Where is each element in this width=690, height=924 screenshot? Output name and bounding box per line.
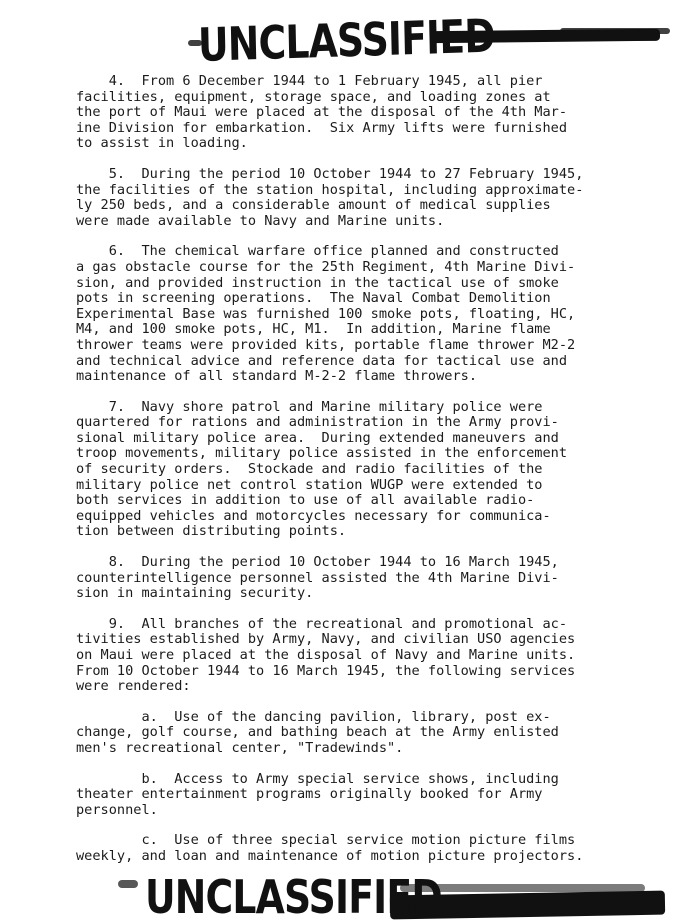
text-line: From 10 October 1944 to 16 March 1945, the following services [76,662,576,679]
text-line: change, golf course, and bathing beach at the Army enlisted [76,724,559,741]
document-body [76,74,656,880]
paragraph-5 [76,167,656,229]
text-line: were rendered: [76,678,191,695]
text-line: a. Use of the dancing pavilion, library, post ex- [76,708,551,725]
text-line: men's recreational center, "Tradewinds". [76,739,404,756]
text-line: Experimental Base was furnished 100 smoke pots, floating, HC, [76,305,576,322]
paragraph-8 [76,555,656,602]
text-line: theater entertainment programs originally booked for Army [76,786,543,803]
paragraph-9b [76,772,656,819]
text-line: sion, and provided instruction in the tactical use of smoke [76,274,559,291]
text-line: quartered for rations and administration in the Army provi- [76,414,559,431]
text-line: sion in maintaining security. [76,585,314,602]
text-line: 5. During the period 10 October 1944 to 27 February 1945, [76,165,584,182]
text-line: the facilities of the station hospital, including approximate- [76,181,584,198]
text-line: thrower teams were provided kits, portable flame thrower M2-2 [76,336,576,353]
text-line: personnel. [76,801,158,818]
text-line: 6. The chemical warfare office planned and constructed [76,243,559,260]
text-line: equipped vehicles and motorcycles necessary for communica- [76,507,551,524]
classification-stamp-bottom: UNCLASSIFIED [145,870,442,924]
text-line: sional military police area. During extended maneuvers and [76,429,559,446]
paragraph-9 [76,617,656,695]
text-line: M4, and 100 smoke pots, HC, M1. In addition, Marine flame [76,321,551,338]
text-line: ly 250 beds, and a considerable amount of medical supplies [76,197,551,214]
paragraph-9a [76,710,656,757]
text-line: tivities established by Army, Navy, and civilian USO agencies [76,631,576,648]
text-line: maintenance of all standard M-2-2 flame throwers. [76,368,478,385]
text-line: and technical advice and reference data for tactical use and [76,352,568,369]
text-line: c. Use of three special service motion picture films [76,832,576,849]
text-line: 7. Navy shore patrol and Marine military police were [76,398,543,415]
ink-smear [118,880,138,888]
text-line: the port of Maui were placed at the disposal of the 4th Mar- [76,104,568,121]
text-line: to assist in loading. [76,135,248,152]
text-line: on Maui were placed at the disposal of Navy and Marine units. [76,647,576,663]
text-line: facilities, equipment, storage space, and loading zones at [76,88,551,105]
text-line: 4. From 6 December 1944 to 1 February 1945, all pier [76,73,543,89]
text-line: 9. All branches of the recreational and promotional ac- [76,615,568,632]
text-line: of security orders. Stockade and radio facilities of the [76,461,543,478]
paragraph-4 [76,74,656,152]
text-line: 8. During the period 10 October 1944 to 16 March 1945, [76,554,559,571]
ink-smear [560,28,670,34]
text-line: tion between distributing points. [76,523,347,540]
text-line: pots in screening operations. The Naval Combat Demolition [76,290,551,307]
paragraph-9c [76,833,656,864]
text-line: ine Division for embarkation. Six Army lifts were furnished [76,119,568,136]
paragraph-7 [76,400,656,540]
text-line: weekly, and loan and maintenance of motion picture projectors. [76,847,584,864]
classification-stamp-top: UNCLASSIFIED [197,8,496,72]
text-line: were made available to Navy and Marine units. [76,212,445,229]
paragraph-6 [76,244,656,384]
text-line: troop movements, military police assisted in the enforcement [76,445,568,462]
text-line: counterintelligence personnel assisted the 4th Marine Divi- [76,569,559,586]
text-line: both services in addition to use of all available radio- [76,492,535,509]
text-line: b. Access to Army special service shows, including [76,770,559,787]
text-line: military police net control station WUGP were extended to [76,476,543,493]
text-line: a gas obstacle course for the 25th Regiment, 4th Marine Divi- [76,258,576,275]
